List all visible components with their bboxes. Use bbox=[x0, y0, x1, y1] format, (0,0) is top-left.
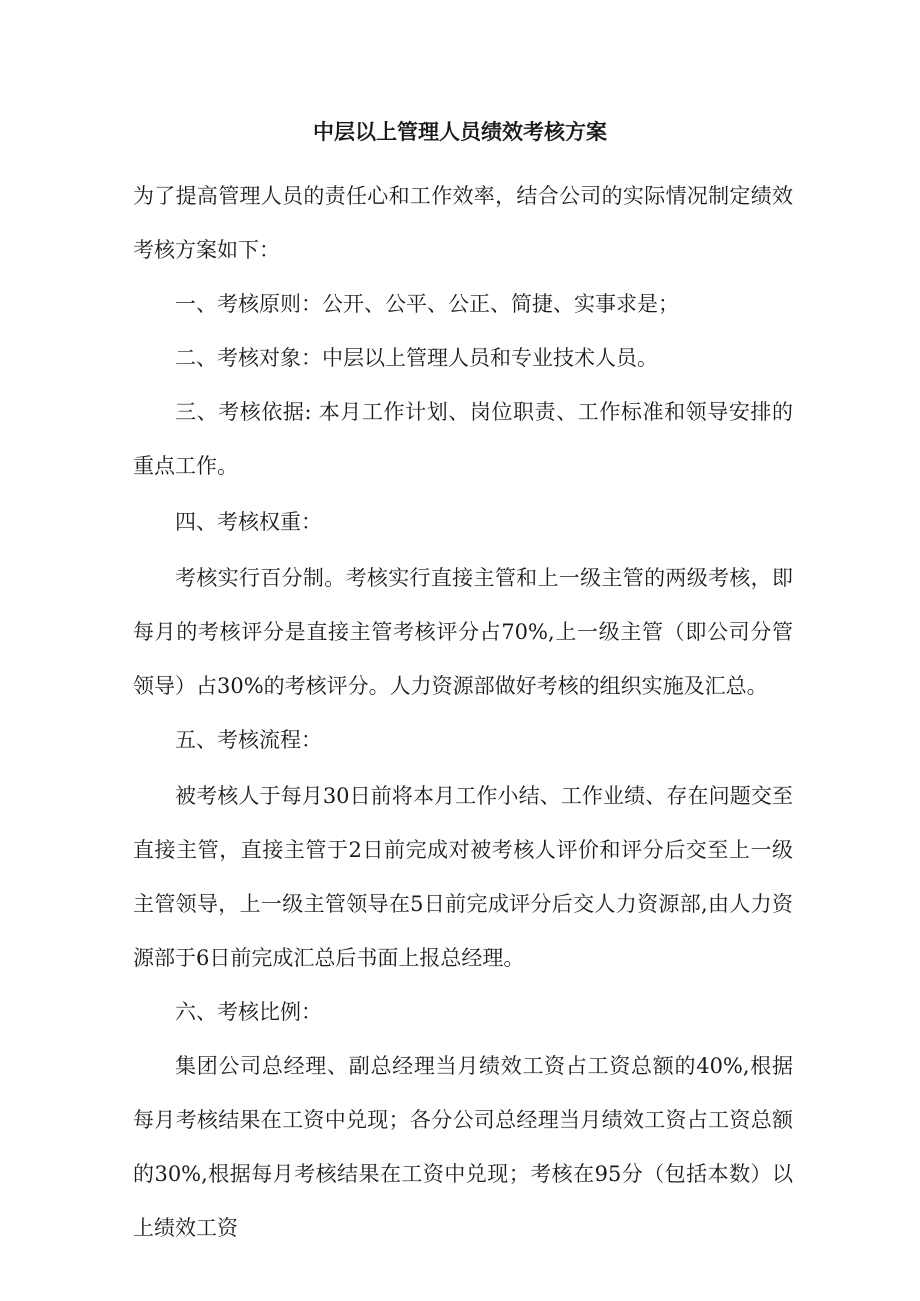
principle-paragraph: 一、考核原则：公开、公平、公正、简捷、实事求是； bbox=[175, 292, 679, 316]
target-paragraph: 二、考核对象：中层以上管理人员和专业技术人员。 bbox=[175, 346, 658, 370]
ratio-heading: 六、考核比例： bbox=[175, 1000, 322, 1024]
document-title: 中层以上管理人员绩效考核方案 bbox=[313, 120, 607, 144]
weight-heading: 四、考核权重： bbox=[175, 510, 322, 534]
ratio-paragraph: 集团公司总经理、副总经理当月绩效工资占工资总额的40%,根据每月考核结果在工资中兑现；各分公司总经理当月绩效工资占工资总额的30%,根据每月考核结果在工资中兑现；考核在95分（包括本数）以上绩效工资 bbox=[133, 1054, 793, 1240]
intro-paragraph: 为了提高管理人员的责任心和工作效率，结合公司的实际情况制定绩效考核方案如下： bbox=[133, 184, 793, 262]
process-heading: 五、考核流程： bbox=[175, 728, 322, 752]
process-paragraph: 被考核人于每月30日前将本月工作小结、工作业绩、存在问题交至直接主管，直接主管于2日前完成对被考核人评价和评分后交至上一级主管领导，上一级主管领导在5日前完成评分后交人力资源部,由人力资源部于6日前完成汇总后书面上报总经理。 bbox=[133, 784, 793, 970]
weight-paragraph: 考核实行百分制。考核实行直接主管和上一级主管的两级考核，即每月的考核评分是直接主管考核评分占70%,上一级主管（即公司分管领导）占30%的考核评分。人力资源部做好考核的组织实施及汇总。 bbox=[133, 566, 793, 698]
basis-paragraph: 三、考核依据: 本月工作计划、岗位职责、工作标准和领导安排的重点工作。 bbox=[133, 400, 793, 478]
